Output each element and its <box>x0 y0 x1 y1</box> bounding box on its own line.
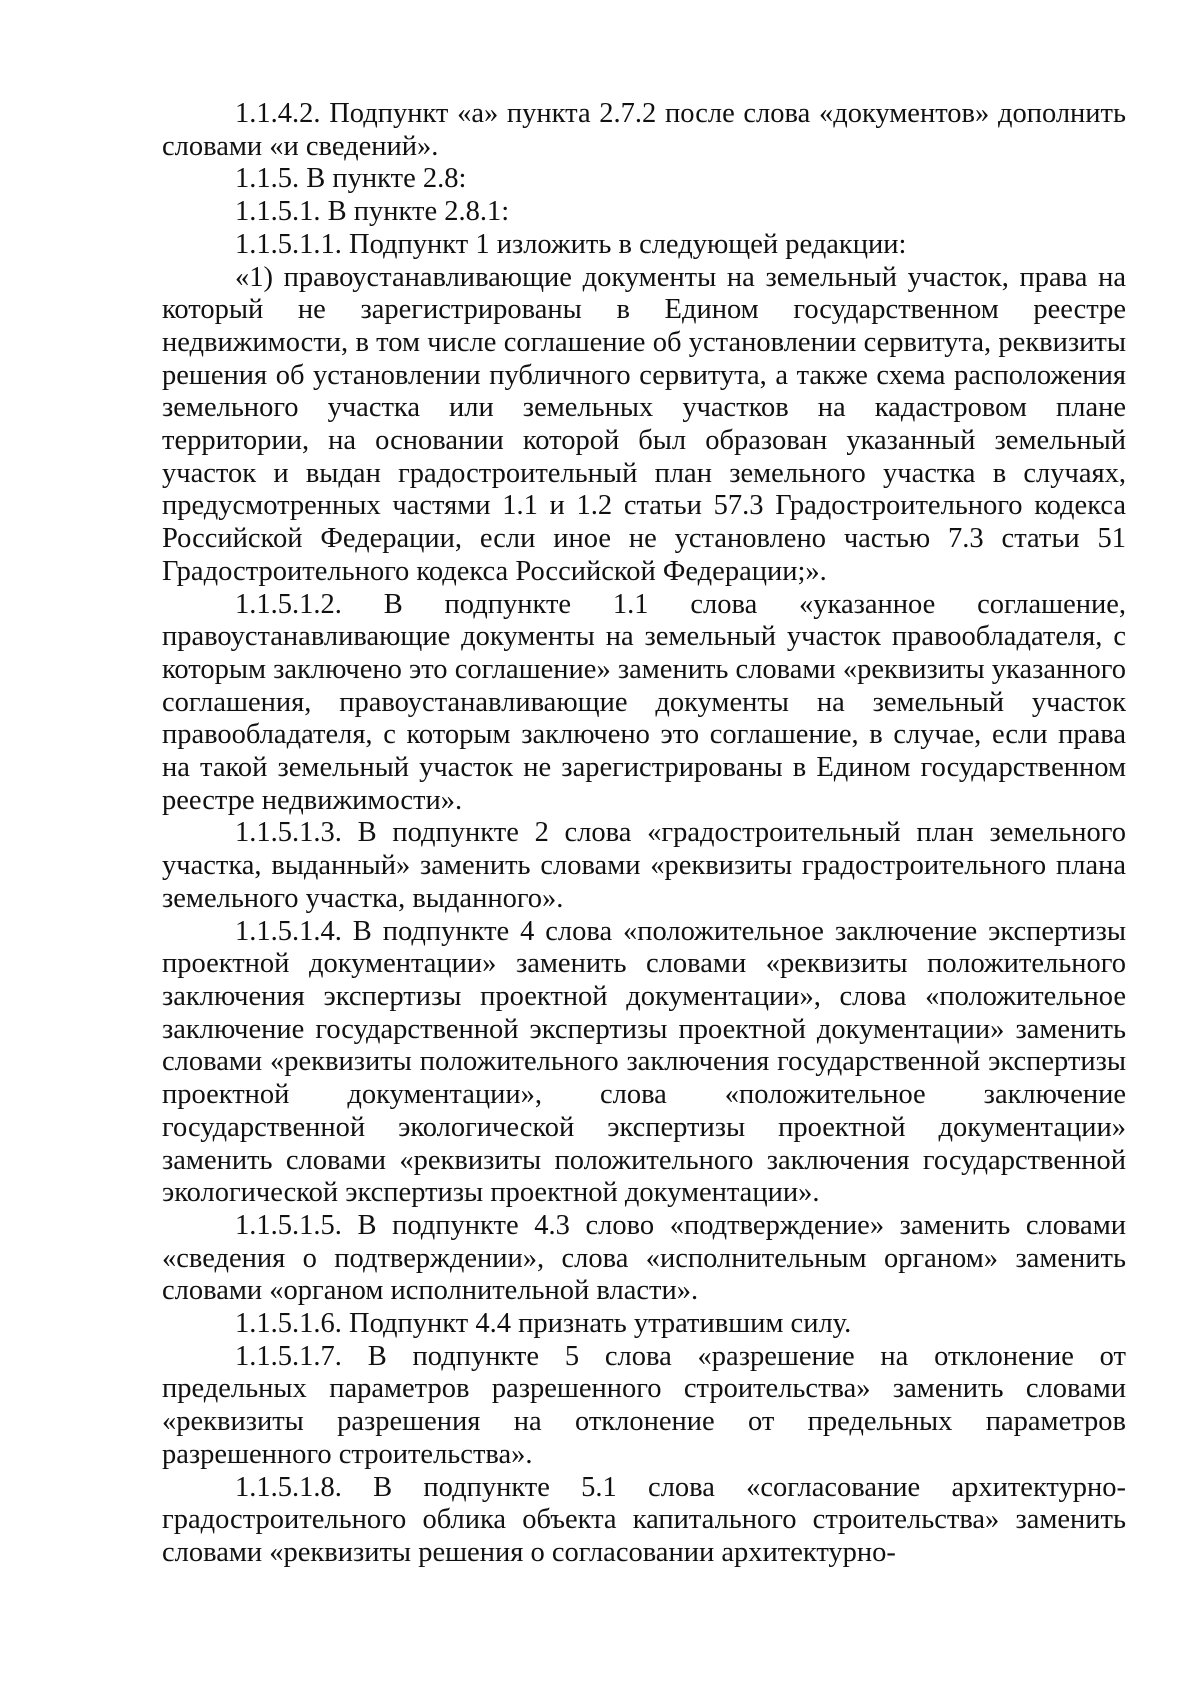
paragraph-1-1-5-1-6: 1.1.5.1.6. Подпункт 4.4 признать утратившим силу. <box>235 1308 852 1340</box>
paragraph-1-1-5-1-5: 1.1.5.1.5. В подпункте 4.3 слово «подтверждение» заменить словами «сведения о подтверждении», слова «исполнительным органом» заменить словами «органом исполнительной власти». <box>162 1209 1126 1307</box>
paragraph-quoted-subitem-1: «1) правоустанавливающие документы на земельный участок, права на который не зарегистрированы в Едином государственном реестре недвижимости, в том числе соглашение об установлении сервитута, реквизиты решения об установлении публичного сервитута, а также схема расположения земельного участка или земельных участков на кадастровом плане территории, на основании которой был образован указанный земельный участок и выдан градостроительный план земельного участка в случаях, предусмотренных частями 1.1 и 1.2 статьи 57.3 Градостроительного кодекса Российской Федерации, если иное не установлено частью 7.3 статьи 51 Градостроительного кодекса Российской Федерации;». <box>162 261 1126 587</box>
paragraph-1-1-5-1-8: 1.1.5.1.8. В подпункте 5.1 слова «согласование архитектурно-градостроительного облика объекта капитального строительства» заменить словами «реквизиты решения о согласовании архитектурно- <box>162 1471 1126 1568</box>
paragraph-1-1-4-2: 1.1.4.2. Подпункт «а» пункта 2.7.2 после слова «документов» дополнить словами «и сведений». <box>162 98 1126 162</box>
document-page <box>162 98 1126 1570</box>
paragraph-1-1-5-1-2: 1.1.5.1.2. В подпункте 1.1 слова «указанное соглашение, правоустанавливающие документы на земельный участок правообладателя, с которым заключено это соглашение» заменить словами «реквизиты указанного соглашения, правоустанавливающие документы на земельный участок правообладателя, с которым заключено это соглашение, в случае, если права на такой земельный участок не зарегистрированы в Едином государственном реестре недвижимости». <box>162 588 1126 816</box>
paragraph-1-1-5-1-3: 1.1.5.1.3. В подпункте 2 слова «градостроительный план земельного участка, выданный» заменить словами «реквизиты градостроительного плана земельного участка, выданного». <box>162 817 1126 914</box>
paragraph-1-1-5: 1.1.5. В пункте 2.8: <box>235 163 467 195</box>
paragraph-1-1-5-1-7: 1.1.5.1.7. В подпункте 5 слова «разрешение на отклонение от предельных параметров разрешенного строительства» заменить словами «реквизиты разрешения на отклонение от предельных параметров разрешенного строительства». <box>162 1340 1126 1470</box>
paragraph-1-1-5-1: 1.1.5.1. В пункте 2.8.1: <box>235 196 510 228</box>
paragraph-1-1-5-1-1: 1.1.5.1.1. Подпункт 1 изложить в следующей редакции: <box>235 228 907 260</box>
paragraph-1-1-5-1-4: 1.1.5.1.4. В подпункте 4 слова «положительное заключение экспертизы проектной документации» заменить словами «реквизиты положительного заключения экспертизы проектной документации», слова «положительное заключение государственной экспертизы проектной документации» заменить словами «реквизиты положительного заключения государственной экспертизы проектной документации», слова «положительное заключение государственной экологической экспертизы проектной документации» заменить словами «реквизиты положительного заключения государственной экологической экспертизы проектной документации». <box>162 915 1126 1209</box>
